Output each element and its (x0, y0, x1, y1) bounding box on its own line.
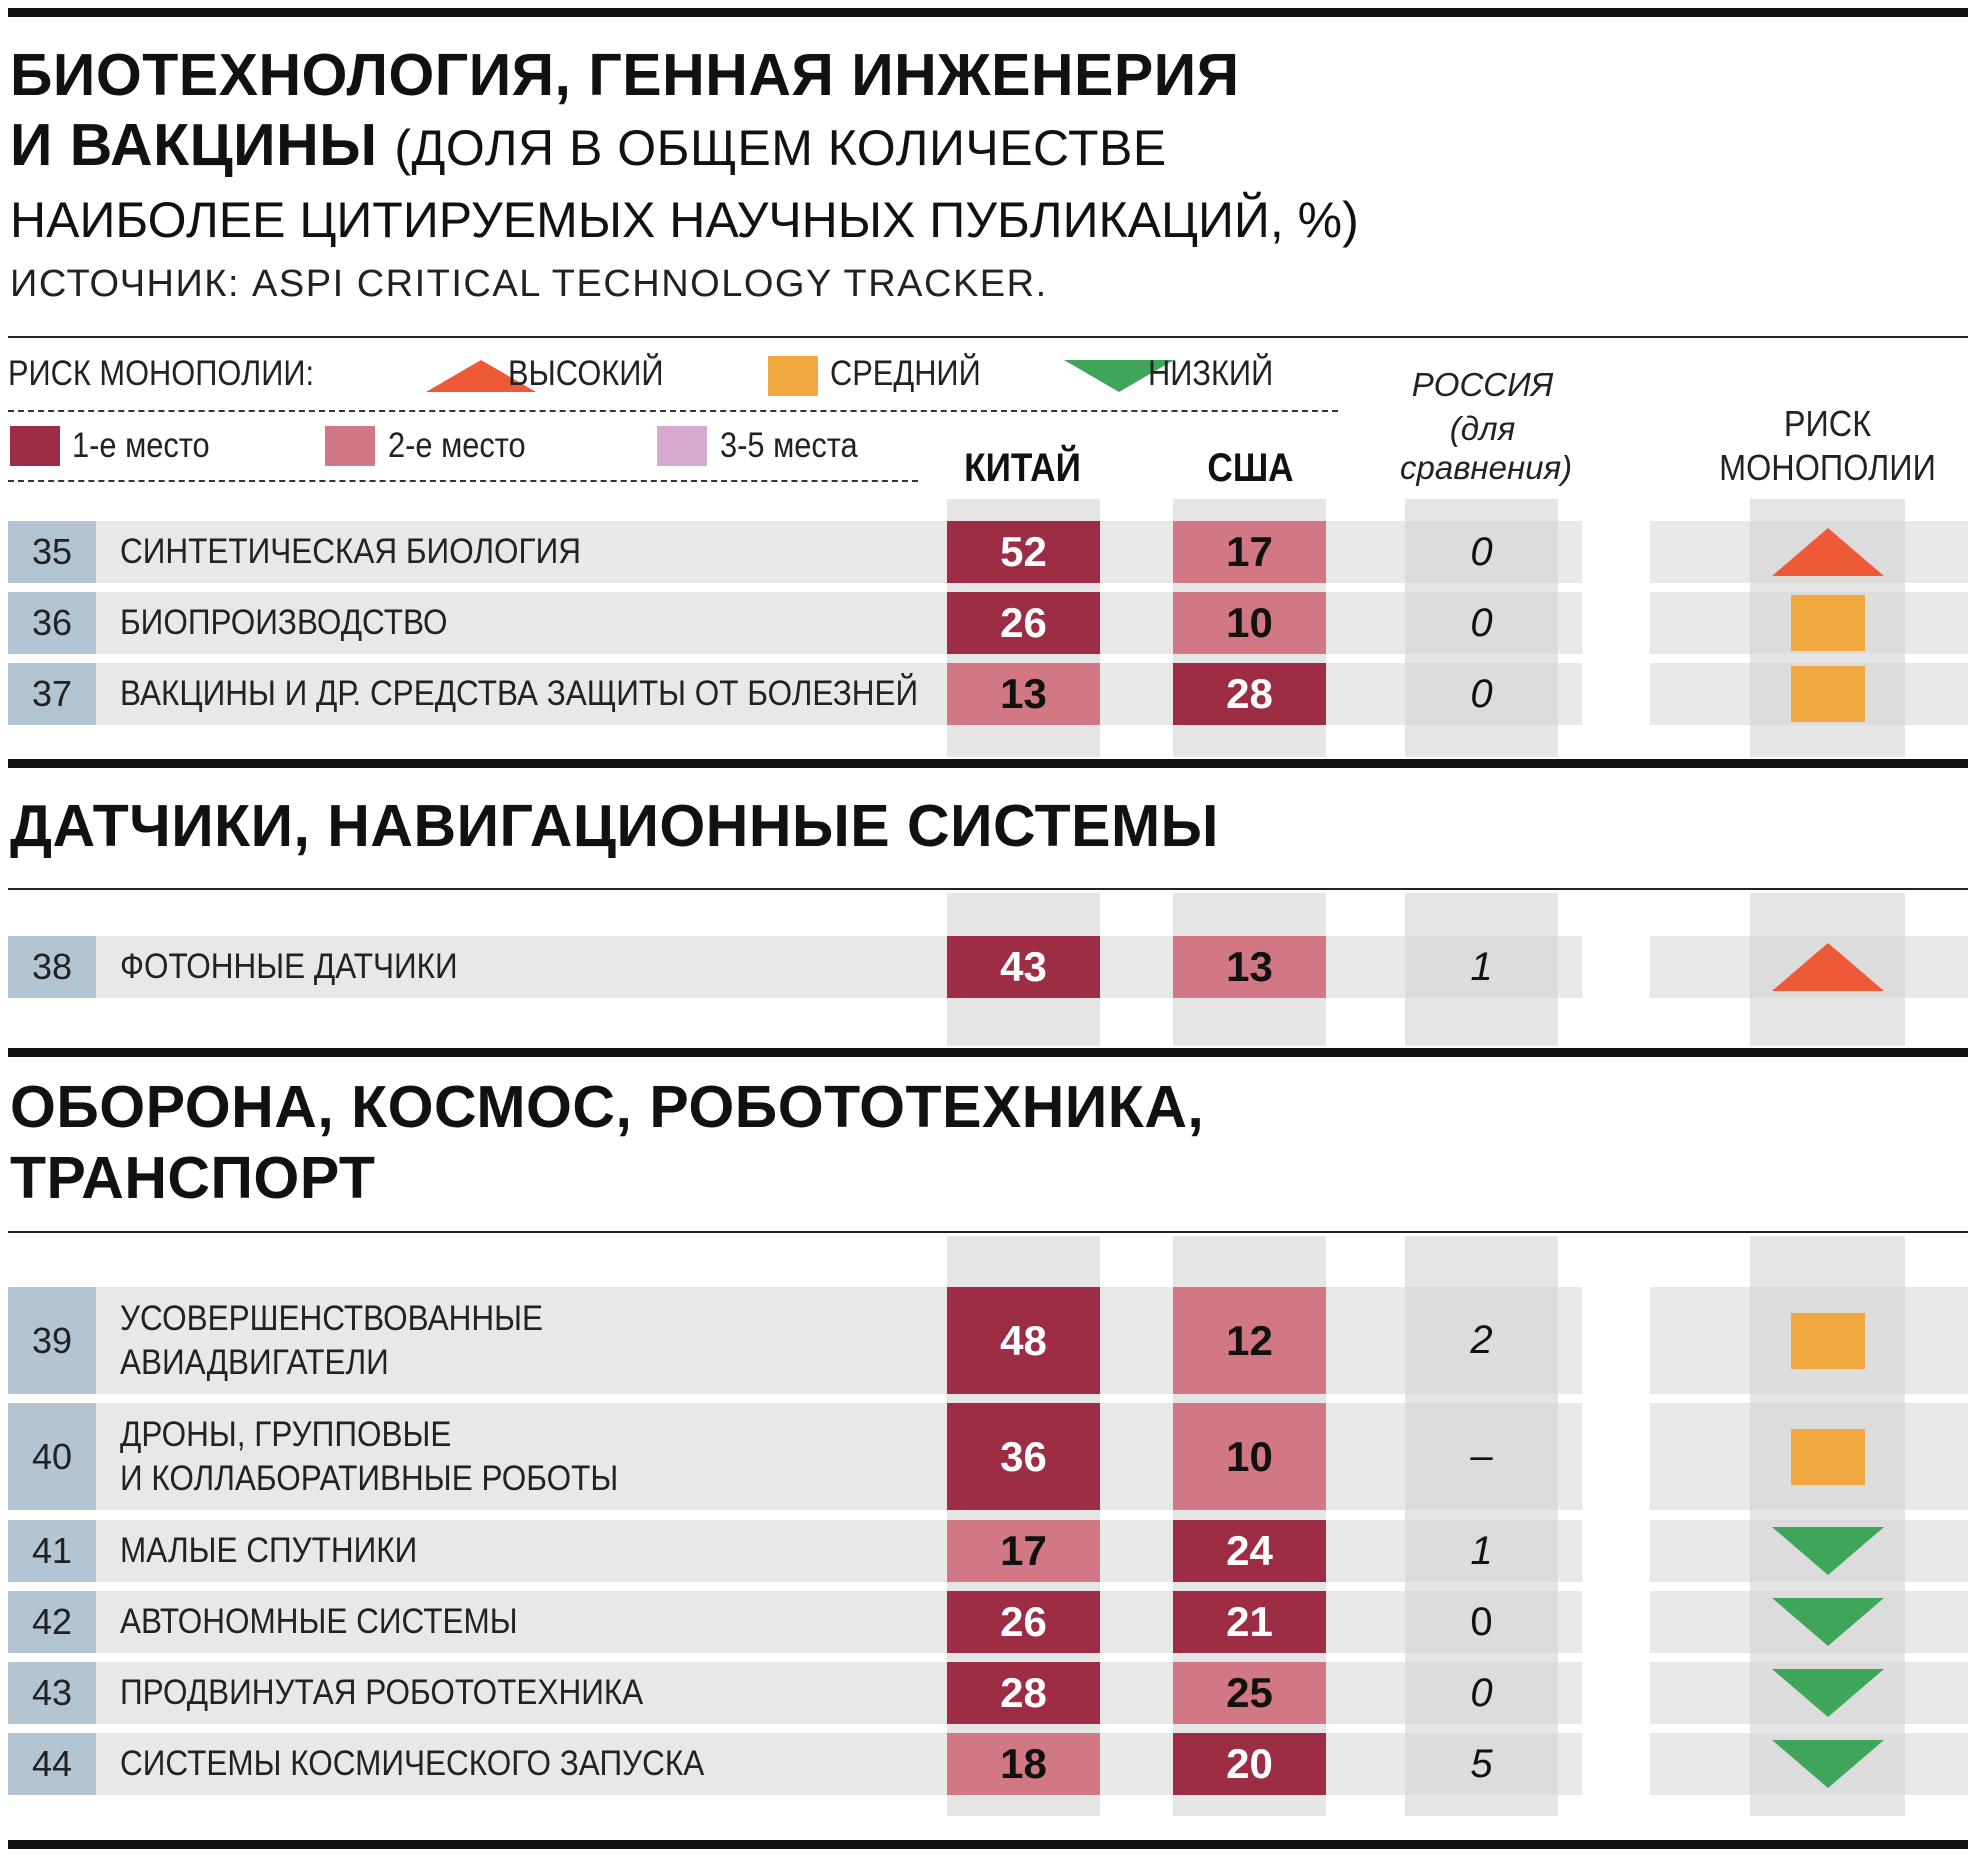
high-risk-triangle-icon (1772, 528, 1884, 576)
technology-label: ФОТОННЫЕ ДАТЧИКИ (120, 947, 458, 986)
table-row-bg (1100, 1287, 1173, 1394)
usa-value: 17 (1173, 521, 1326, 583)
legend-low: НИЗКИЙ (1148, 354, 1274, 393)
usa-value: 10 (1173, 1403, 1326, 1510)
russia-value: 5 (1470, 1741, 1493, 1786)
russia-value: 0 (1470, 671, 1493, 716)
top-rule (8, 8, 1968, 17)
table-row-bg (1905, 1520, 1968, 1582)
china-value: 48 (947, 1287, 1100, 1394)
table-row-bg (1100, 1591, 1173, 1653)
rank-number: 38 (8, 936, 96, 998)
russia-value: 2 (1470, 1318, 1493, 1362)
table-row-bg (1650, 521, 1750, 583)
low-risk-triangle-icon (1772, 1669, 1884, 1717)
table-row-bg (1650, 1591, 1750, 1653)
table-row-bg (1905, 1733, 1968, 1795)
legend-dashed-divider-1 (8, 410, 1338, 412)
legend-first-place-swatch (10, 426, 60, 466)
technology-label: СИСТЕМЫ КОСМИЧЕСКОГО ЗАПУСКА (120, 1744, 705, 1783)
table-row-bg (1326, 1662, 1405, 1724)
technology-label: ДРОНЫ, ГРУППОВЫЕ (120, 1414, 452, 1454)
rank-number: 40 (8, 1403, 96, 1510)
table-row-bg (1905, 663, 1968, 725)
table-row-bg (1558, 663, 1582, 725)
rank-number: 39 (8, 1287, 96, 1394)
column-header-risk-line2: МОНОПОЛИИ (1719, 447, 1936, 488)
russia-value: 0 (1470, 529, 1493, 574)
table-row-bg (1100, 1520, 1173, 1582)
medium-risk-square-icon (1791, 666, 1865, 722)
section-title-biotech-bold: И ВАКЦИНЫ (10, 112, 378, 178)
legend-medium: СРЕДНИЙ (830, 354, 981, 393)
table-row-bg (1650, 936, 1750, 998)
table-row-bg (1100, 936, 1173, 998)
rank-number: 42 (8, 1591, 96, 1653)
legend-dashed-divider-2 (8, 480, 918, 482)
technology-label: ВАКЦИНЫ И ДР. СРЕДСТВА ЗАЩИТЫ ОТ БОЛЕЗНЕЙ (120, 674, 919, 713)
table-row-bg (1905, 1591, 1968, 1653)
table-row-bg (1650, 1287, 1750, 1394)
section-3-header-rule (8, 1231, 1968, 1233)
china-value: 28 (947, 1662, 1100, 1724)
table-row-bg (1558, 1520, 1582, 1582)
technology-label: БИОПРОИЗВОДСТВО (120, 603, 448, 642)
table-row-bg (1326, 663, 1405, 725)
source-note: ИСТОЧНИК: ASPI CRITICAL TECHNOLOGY TRACKER. (10, 263, 1048, 305)
table-row-bg (1326, 936, 1405, 998)
section-rule-2 (8, 759, 1968, 768)
rank-number: 36 (8, 592, 96, 654)
usa-value: 28 (1173, 663, 1326, 725)
section-title-biotech-line2 (10, 108, 1167, 186)
table-row-bg (1100, 663, 1173, 725)
china-value: 36 (947, 1403, 1100, 1510)
rank-number: 37 (8, 663, 96, 725)
table-row-bg (1558, 521, 1582, 583)
table-row-bg (1558, 592, 1582, 654)
section-2-header-rule (8, 888, 1968, 890)
table-row-bg (1100, 1403, 1173, 1510)
usa-value: 24 (1173, 1520, 1326, 1582)
low-risk-triangle-icon (1772, 1527, 1884, 1575)
legend-third-fifth-swatch (657, 426, 707, 466)
table-row-bg (1326, 592, 1405, 654)
legend-second: 2-е место (388, 426, 526, 465)
usa-value: 12 (1173, 1287, 1326, 1394)
table-row-bg (1905, 1287, 1968, 1394)
russia-value: 0 (1470, 600, 1493, 645)
column-header-china: КИТАЙ (964, 446, 1081, 490)
legend-risk-label: РИСК МОНОПОЛИИ: (8, 354, 315, 393)
table-row-bg (1650, 1403, 1750, 1510)
usa-value: 10 (1173, 592, 1326, 654)
table-row-bg (1326, 1403, 1405, 1510)
russia-value: 0 (1470, 1599, 1493, 1644)
technology-label: УСОВЕРШЕНСТВОВАННЫЕ (120, 1298, 544, 1338)
usa-value: 13 (1173, 936, 1326, 998)
technology-label: АВИАДВИГАТЕЛИ (120, 1342, 389, 1382)
rank-number: 41 (8, 1520, 96, 1582)
rank-number: 44 (8, 1733, 96, 1795)
table-row-bg (1905, 936, 1968, 998)
legend-second-place-swatch (325, 426, 375, 466)
table-row-bg (1558, 1733, 1582, 1795)
table-row-bg (1905, 1662, 1968, 1724)
table-row-bg (1650, 592, 1750, 654)
table-row-bg (1326, 1287, 1405, 1394)
technology-label: И КОЛЛАБОРАТИВНЫЕ РОБОТЫ (120, 1458, 619, 1498)
rank-number: 43 (8, 1662, 96, 1724)
column-header-usa: США (1207, 446, 1294, 490)
table-row-bg (1326, 521, 1405, 583)
russia-value: 1 (1470, 1528, 1493, 1573)
section-rule-3 (8, 1048, 1968, 1057)
china-value: 52 (947, 521, 1100, 583)
table-row-bg (1558, 1287, 1582, 1394)
table-row-bg (1558, 936, 1582, 998)
china-value: 17 (947, 1520, 1100, 1582)
usa-value: 21 (1173, 1591, 1326, 1653)
column-header-risk-line1: РИСК (1783, 403, 1872, 444)
section-title-defense-line1: ОБОРОНА, КОСМОС, РОБОТОТЕХНИКА, (10, 1074, 1205, 1140)
china-value: 18 (947, 1733, 1100, 1795)
bottom-rule (8, 1840, 1968, 1849)
table-row-bg (1650, 1662, 1750, 1724)
table-row-bg (1558, 1403, 1582, 1510)
legend-medium-risk-square-icon (768, 356, 818, 396)
table-row-bg (1100, 1662, 1173, 1724)
technology-label: АВТОНОМНЫЕ СИСТЕМЫ (120, 1602, 518, 1641)
table-row-bg (1100, 592, 1173, 654)
section-title-defense-line2: ТРАНСПОРТ (10, 1145, 376, 1211)
column-header-russia: РОССИЯ (1411, 366, 1554, 403)
table-row-bg (1326, 1733, 1405, 1795)
table-row-bg (1100, 521, 1173, 583)
section-title-paren: (ДОЛЯ В ОБЩЕМ КОЛИЧЕСТВЕ (394, 120, 1167, 176)
table-row-bg (1326, 1520, 1405, 1582)
table-row-bg (1558, 1591, 1582, 1653)
china-value: 26 (947, 1591, 1100, 1653)
low-risk-triangle-icon (1772, 1740, 1884, 1788)
section-title-sensors: ДАТЧИКИ, НАВИГАЦИОННЫЕ СИСТЕМЫ (10, 793, 1219, 859)
header-rule (8, 336, 1968, 338)
table-row-bg (1650, 663, 1750, 725)
legend-high: ВЫСОКИЙ (508, 354, 664, 393)
column-header-russia-note1: (для (1449, 410, 1516, 447)
technology-label: МАЛЫЕ СПУТНИКИ (120, 1531, 418, 1570)
table-row-bg (1650, 1733, 1750, 1795)
table-row-bg (1905, 1403, 1968, 1510)
table-row-bg (1558, 1662, 1582, 1724)
china-value: 13 (947, 663, 1100, 725)
russia-value: 0 (1470, 1670, 1493, 1715)
rank-number: 35 (8, 521, 96, 583)
table-row-bg (1650, 1520, 1750, 1582)
table-row-bg (1905, 592, 1968, 654)
table-row-bg (1100, 1733, 1173, 1795)
column-header-russia-note2: сравнения) (1400, 449, 1573, 486)
china-value: 26 (947, 592, 1100, 654)
legend-third-fifth: 3-5 места (720, 426, 858, 465)
table-row-bg (1905, 521, 1968, 583)
high-risk-triangle-icon (1772, 943, 1884, 991)
russia-value: 1 (1470, 944, 1493, 989)
low-risk-triangle-icon (1772, 1598, 1884, 1646)
medium-risk-square-icon (1791, 1429, 1865, 1485)
section-title-biotech-line3: НАИБОЛЕЕ ЦИТИРУЕМЫХ НАУЧНЫХ ПУБЛИКАЦИЙ, %) (10, 192, 1359, 248)
china-value: 43 (947, 936, 1100, 998)
legend-first: 1-е место (72, 426, 210, 465)
technology-label: ПРОДВИНУТАЯ РОБОТОТЕХНИКА (120, 1673, 644, 1712)
usa-value: 20 (1173, 1733, 1326, 1795)
table-row-bg (1326, 1591, 1405, 1653)
medium-risk-square-icon (1791, 1313, 1865, 1369)
usa-value: 25 (1173, 1662, 1326, 1724)
russia-value: – (1470, 1434, 1493, 1478)
section-title-biotech-line1: БИОТЕХНОЛОГИЯ, ГЕННАЯ ИНЖЕНЕРИЯ (10, 42, 1240, 108)
technology-label: СИНТЕТИЧЕСКАЯ БИОЛОГИЯ (120, 532, 581, 571)
medium-risk-square-icon (1791, 595, 1865, 651)
